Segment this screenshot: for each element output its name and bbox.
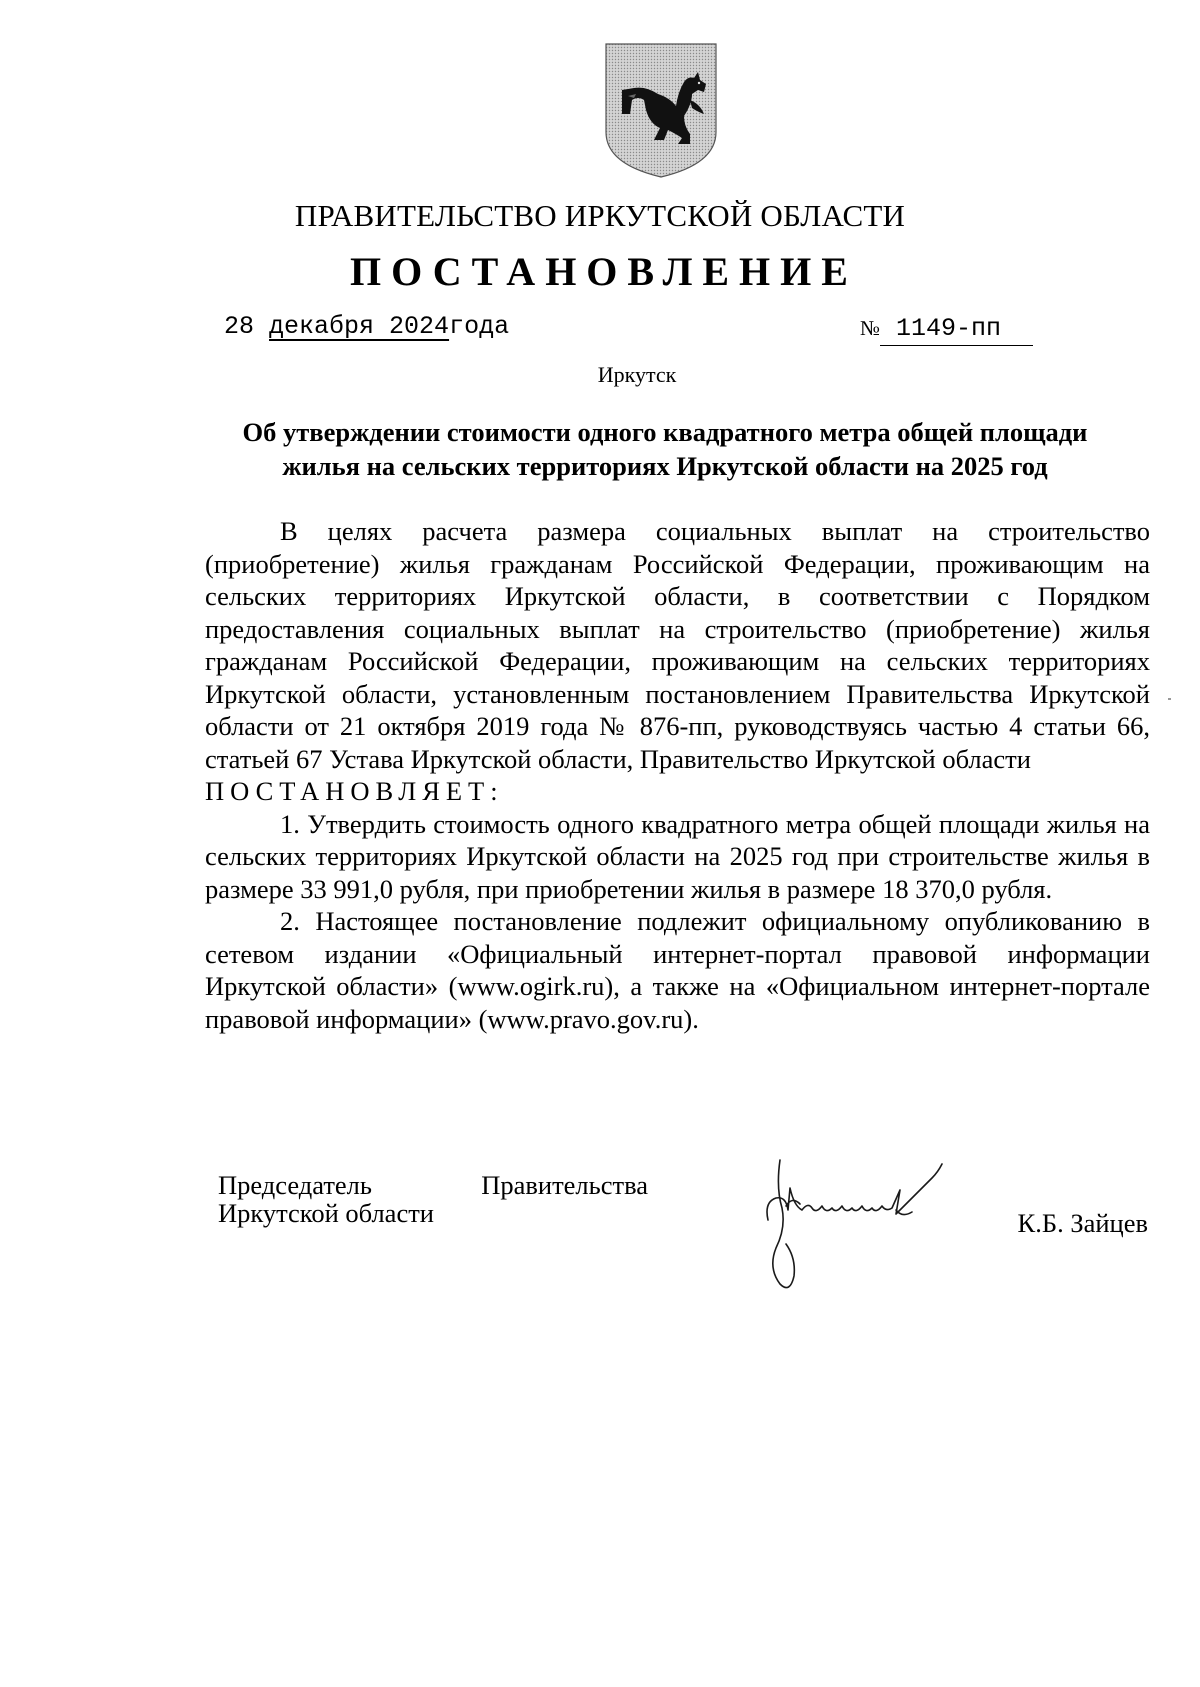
- irkutsk-coat-of-arms-icon: [602, 40, 720, 180]
- number-value: 1149-пп: [880, 314, 1033, 346]
- position-word-1: Председатель: [218, 1170, 372, 1200]
- document-type: ПОСТАНОВЛЕНИЕ: [350, 249, 858, 294]
- signatory-position-line-2: Иркутской области: [218, 1198, 434, 1228]
- title-line-1: Об утверждении стоимости одного квадратного метра общей площади: [242, 417, 1088, 447]
- handwritten-signature: [746, 1148, 986, 1296]
- date-day: 28: [224, 312, 255, 341]
- item-2-paragraph: 2. Настоящее постановление подлежит официальному опубликованию в сетевом издании «Официальный интернет-портал правовой информации Иркутской области» (www.ogirk.ru), а также на «Официальном интернет-портале правовой информации» (www.pravo.gov.ru).: [205, 906, 1150, 1034]
- document-body: [205, 515, 1150, 1035]
- signature-block: [218, 1170, 1148, 1320]
- government-name: ПРАВИТЕЛЬСТВО ИРКУТСКОЙ ОБЛАСТИ: [294, 198, 906, 233]
- decree-word: ПОСТАНОВЛЯЕТ:: [205, 776, 504, 806]
- date-suffix: года: [449, 312, 510, 341]
- number-sign: №: [860, 316, 881, 340]
- position-word-2: Правительства: [481, 1170, 648, 1200]
- document-date: [224, 312, 509, 341]
- signatory-position-line-1: [218, 1170, 648, 1200]
- document-number: [860, 314, 1055, 346]
- intro-paragraph: В целях расчета размера социальных выплат на строительство (приобретение) жилья гражданам Российской Федерации, проживающим на сельских территориях Иркутской области, в соответствии с Порядком предоставления социальных выплат на строительство (приобретение) жилья гражданам Российской Федерации, проживающим на сельских территориях Иркутской области, установленным постановлением Правительства Иркутской области от 21 октября 2019 года № 876-пп, руководствуясь частью 4 статьи 66, статьей 67 Устава Иркутской области, Правительство Иркутской области: [205, 516, 1150, 774]
- document-title: [205, 415, 1125, 483]
- date-month-year: декабря 2024: [269, 312, 450, 341]
- title-line-2: жилья на сельских территориях Иркутской области на 2025 год: [282, 451, 1048, 481]
- document-city: Иркутск: [597, 362, 677, 387]
- scan-artifact: [1168, 698, 1171, 700]
- signatory-name: К.Б. Зайцев: [1017, 1208, 1148, 1238]
- item-1-paragraph: 1. Утвердить стоимость одного квадратного метра общей площади жилья на сельских территориях Иркутской области на 2025 год при строительстве жилья в размере 33 991,0 рубля, при приобретении жилья в размере 18 370,0 рубля.: [205, 808, 1150, 904]
